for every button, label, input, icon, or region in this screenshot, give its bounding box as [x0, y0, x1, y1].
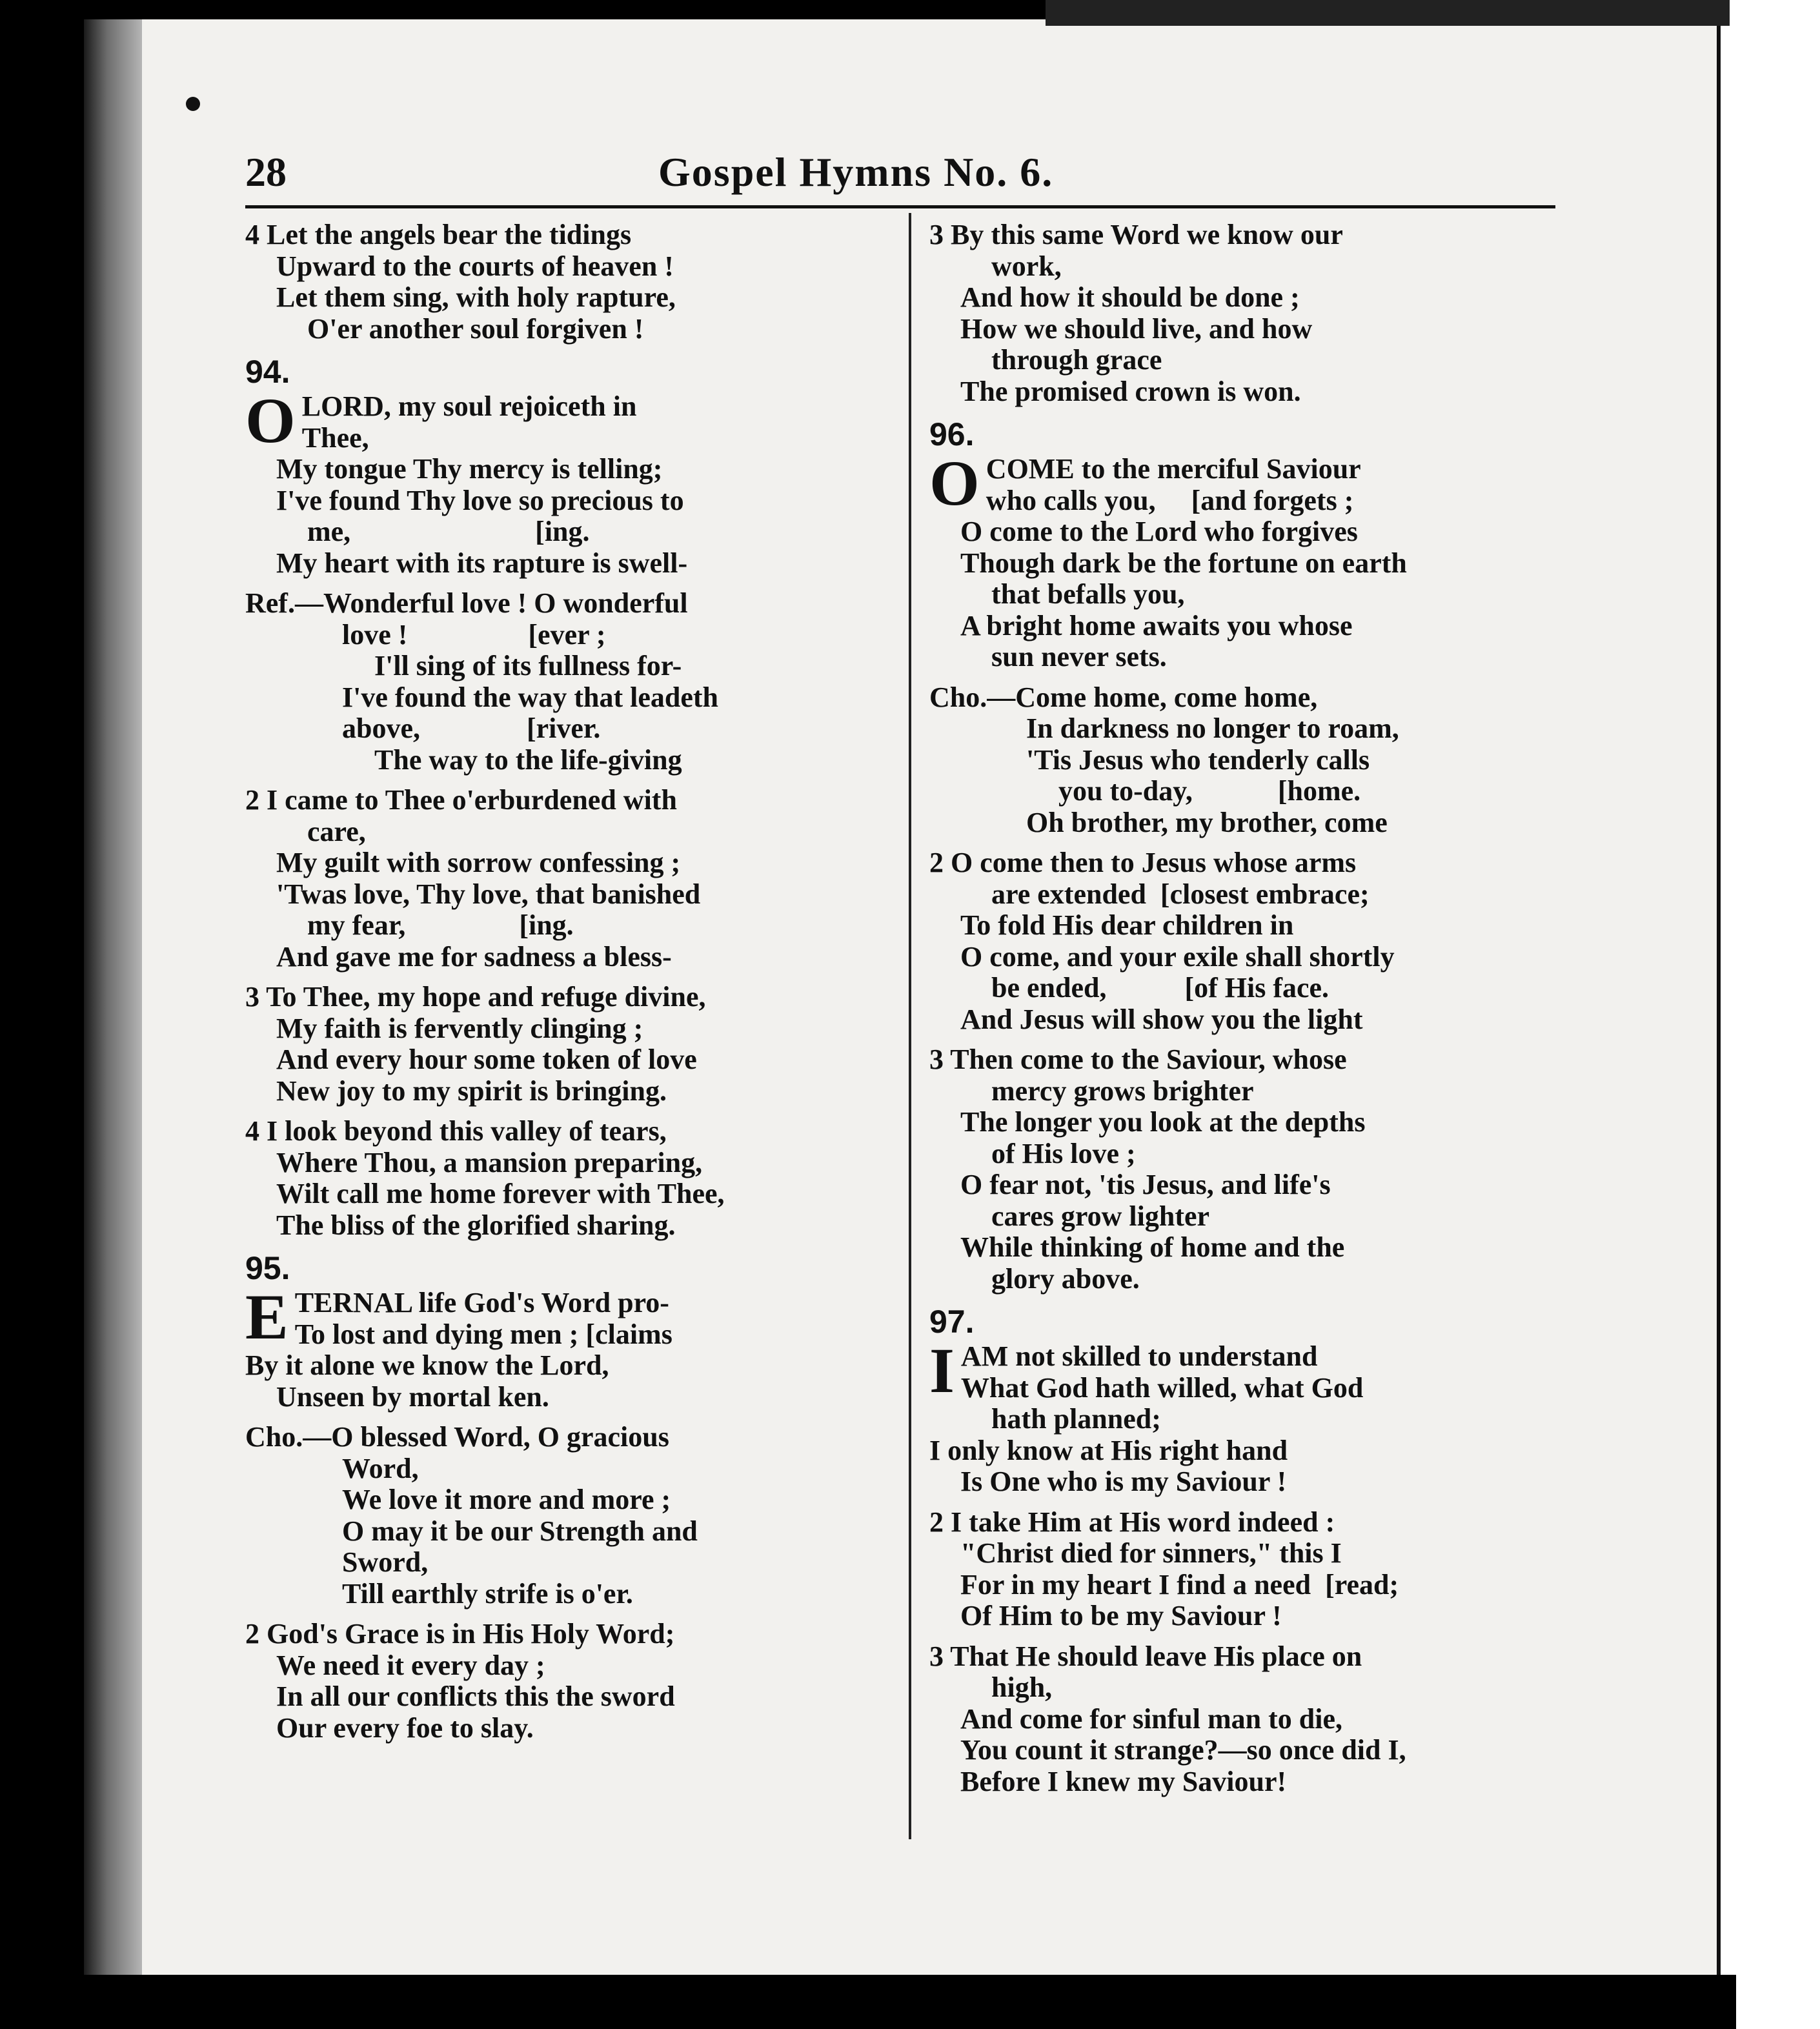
- bottom-scan-edge: [84, 1975, 1736, 2029]
- hymn-line: For in my heart I find a need [read;: [960, 1568, 1399, 1600]
- verse-block: [929, 1641, 1562, 1798]
- hymn-line: I've found the way that leadeth: [342, 681, 719, 713]
- hymn-line: O come to the Lord who forgives: [960, 516, 1358, 547]
- hymn-line: work,: [991, 250, 1062, 282]
- verse-block: [929, 219, 1562, 407]
- drop-cap: O: [929, 447, 980, 519]
- page-header: [245, 148, 1555, 200]
- hymn-line: above, [river.: [342, 712, 601, 744]
- hymn-line: you to-day, [home.: [1058, 775, 1361, 807]
- hymn-line: By it alone we know the Lord,: [245, 1349, 609, 1381]
- hymn-line: 3 Then come to the Saviour, whose: [929, 1044, 1347, 1075]
- hymn-block: [245, 1250, 878, 1413]
- hymn-line: Cho.—O blessed Word, O gracious: [245, 1421, 669, 1453]
- hymn-line: The longer you look at the depths: [960, 1106, 1366, 1138]
- hymn-line: 2 O come then to Jesus whose arms: [929, 847, 1357, 878]
- hymn-line: The bliss of the glorified sharing.: [276, 1209, 676, 1241]
- hymn-line: 'Tis Jesus who tenderly calls: [1026, 743, 1370, 776]
- hymn-line: While thinking of home and the: [960, 1231, 1345, 1263]
- hymn-block: [929, 416, 1562, 673]
- hymn-line: who calls you, [and forgets ;: [986, 484, 1354, 516]
- hymn-line: cares grow lighter: [991, 1200, 1210, 1232]
- hymn-line: COME to the merciful Saviour: [986, 453, 1361, 485]
- verse-block: [245, 1422, 878, 1610]
- hymn-line: O come, and your exile shall shortly: [960, 940, 1395, 973]
- hymn-line: I only know at His right hand: [929, 1434, 1288, 1466]
- hymn-line: O may it be our Strength and: [342, 1515, 698, 1547]
- hymn-line: Ref.—Wonderful love ! O wonderful: [245, 587, 688, 619]
- hymn-line: And Jesus will show you the light: [960, 1003, 1363, 1035]
- hymn-line: Let them sing, with holy rapture,: [276, 281, 676, 313]
- top-scan-edge: [1046, 0, 1730, 26]
- verse-block: [929, 1507, 1562, 1632]
- hymn-line: 2 God's Grace is in His Holy Word;: [245, 1618, 675, 1650]
- hymn-line: TERNAL life God's Word pro-: [294, 1287, 669, 1318]
- hymn-line: Where Thou, a mansion preparing,: [276, 1146, 703, 1178]
- hymn-line: "Christ died for sinners," this I: [960, 1537, 1342, 1569]
- hymn-line: My guilt with sorrow confessing ;: [276, 847, 681, 878]
- hymn-line: Unseen by mortal ken.: [276, 1380, 549, 1413]
- hymn-line: We love it more and more ;: [342, 1484, 671, 1515]
- hymn-line: To lost and dying men ; [claims: [294, 1318, 672, 1350]
- hymn-line: To fold His dear children in: [960, 909, 1294, 941]
- hymn-line: Of Him to be my Saviour !: [960, 1600, 1282, 1631]
- hymn-line: AM not skilled to understand: [960, 1340, 1318, 1372]
- drop-cap: O: [245, 385, 296, 456]
- page-title: Gospel Hymns No. 6.: [658, 149, 1054, 195]
- hymn-line: New joy to my spirit is bringing.: [276, 1075, 667, 1107]
- hymn-line: Is One who is my Saviour !: [960, 1466, 1287, 1497]
- hymn-line: And how it should be done ;: [960, 281, 1300, 313]
- left-column: [245, 219, 878, 1753]
- book-spine-shadow: [84, 19, 142, 1988]
- hymn-line: Wilt call me home forever with Thee,: [276, 1178, 725, 1209]
- hymn-line: of His love ;: [991, 1137, 1136, 1169]
- hymn-line: glory above.: [991, 1262, 1140, 1295]
- hymn-line: 4 Let the angels bear the tidings: [245, 219, 632, 250]
- hymn-number: 94.: [245, 354, 290, 390]
- hymn-line: I've found Thy love so precious to: [276, 484, 684, 516]
- hymn-number: 97.: [929, 1304, 975, 1340]
- header-rule: [245, 205, 1555, 208]
- hymn-line: care,: [307, 815, 366, 847]
- hymn-line: O'er another soul forgiven !: [307, 312, 644, 345]
- hymn-line: my fear, [ing.: [307, 909, 574, 941]
- verse-block: [245, 1619, 878, 1744]
- hymn-line: 3 By this same Word we know our: [929, 219, 1343, 250]
- hymn-line: Upward to the courts of heaven !: [276, 250, 674, 282]
- right-column: [929, 219, 1562, 1806]
- hymn-line: high,: [991, 1671, 1053, 1703]
- hymn-number: 96.: [929, 416, 975, 452]
- verse-block: [929, 847, 1562, 1035]
- hymn-line: be ended, [of His face.: [991, 972, 1330, 1004]
- hymn-line: And come for sinful man to die,: [960, 1702, 1342, 1735]
- hymn-line: The promised crown is won.: [960, 375, 1301, 407]
- hymn-line: Word,: [342, 1452, 419, 1484]
- hymn-line: Thee,: [301, 421, 369, 454]
- hymn-line: 2 I came to Thee o'erburdened with: [245, 784, 677, 816]
- hymn-line: A bright home awaits you whose: [960, 609, 1353, 641]
- verse-block: [245, 785, 878, 973]
- hymn-line: Though dark be the fortune on earth: [960, 547, 1407, 579]
- hymn-line: Till earthly strife is o'er.: [342, 1577, 633, 1610]
- verse-block: [929, 682, 1562, 839]
- hymn-line: My tongue Thy mercy is telling;: [276, 453, 663, 485]
- hymn-line: My heart with its rapture is swell-: [276, 547, 688, 579]
- hymn-block: [245, 354, 878, 579]
- hymn-line: are extended [closest embrace;: [991, 878, 1370, 910]
- hymn-line: sun never sets.: [991, 641, 1167, 672]
- hymn-line: hath planned;: [991, 1403, 1161, 1435]
- hymn-line: Before I knew my Saviour!: [960, 1765, 1287, 1797]
- hymn-line: love ! [ever ;: [342, 618, 606, 651]
- hymn-line: What God hath willed, what God: [960, 1371, 1364, 1404]
- hymn-line: 'Twas love, Thy love, that banished: [276, 878, 701, 910]
- hymn-line: You count it strange?—so once did I,: [960, 1734, 1406, 1766]
- hymn-block: [929, 1304, 1562, 1498]
- hymn-line: The way to the life-giving: [374, 743, 682, 776]
- hymn-line: Our every foe to slay.: [276, 1711, 534, 1744]
- hymn-line: 3 To Thee, my hope and refuge divine,: [245, 981, 706, 1013]
- hymn-line: 4 I look beyond this valley of tears,: [245, 1115, 667, 1147]
- verse-block: [245, 1116, 878, 1241]
- hymn-line: 2 I take Him at His word indeed :: [929, 1506, 1335, 1538]
- verse-block: [245, 588, 878, 776]
- hymn-line: And gave me for sadness a bless-: [276, 940, 672, 973]
- hymn-line: In darkness no longer to roam,: [1026, 712, 1399, 744]
- hymn-line: mercy grows brighter: [991, 1075, 1254, 1107]
- hymn-line: Cho.—Come home, come home,: [929, 681, 1318, 713]
- hymn-line: And every hour some token of love: [276, 1044, 697, 1075]
- page-number: 28: [245, 149, 287, 195]
- hymn-line: O fear not, 'tis Jesus, and life's: [960, 1169, 1331, 1200]
- ink-dot: [186, 97, 200, 111]
- hymn-line: In all our conflicts this the sword: [276, 1681, 675, 1712]
- column-divider: [909, 213, 911, 1839]
- hymn-line: Sword,: [342, 1546, 429, 1578]
- adjacent-page-edge: [1717, 0, 1820, 2029]
- hymn-line: 3 That He should leave His place on: [929, 1640, 1362, 1672]
- verse-block: [245, 219, 878, 345]
- hymn-line: I'll sing of its fullness for-: [374, 650, 682, 681]
- hymn-line: We need it every day ;: [276, 1649, 545, 1681]
- hymn-line: Oh brother, my brother, come: [1026, 806, 1388, 838]
- drop-cap: E: [245, 1281, 288, 1353]
- drop-cap: I: [929, 1335, 955, 1406]
- hymn-line: me, [ing.: [307, 516, 590, 547]
- hymn-line: that befalls you,: [991, 578, 1185, 610]
- verse-block: [929, 1044, 1562, 1295]
- hymn-number: 95.: [245, 1250, 290, 1286]
- verse-block: [245, 982, 878, 1107]
- hymn-line: How we should live, and how: [960, 312, 1313, 345]
- hymn-line: My faith is fervently clinging ;: [276, 1012, 643, 1044]
- hymn-line: through grace: [991, 344, 1162, 376]
- hymn-line: LORD, my soul rejoiceth in: [301, 390, 637, 422]
